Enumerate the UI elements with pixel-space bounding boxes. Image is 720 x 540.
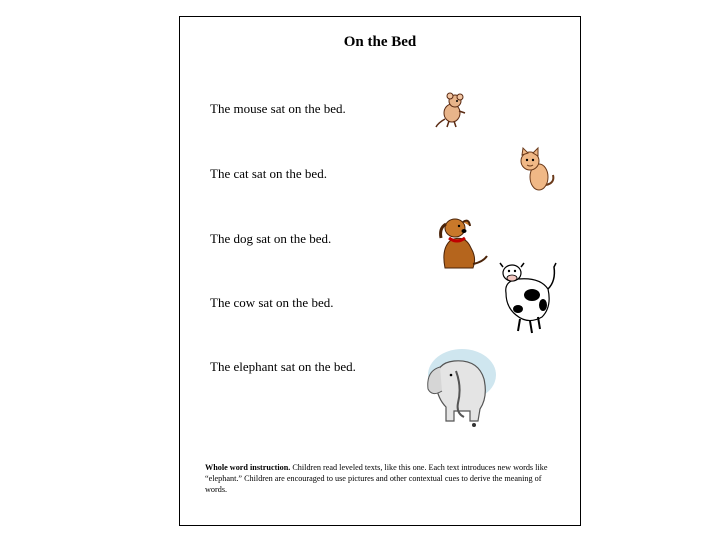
sentence-dog: The dog sat on the bed. [210,231,332,246]
cow-illustration [498,259,564,335]
sentence-elephant: The elephant sat on the bed. [210,359,356,374]
caption-text: Children read leveled texts, like this one. Each text introduces new words like “elephant.” Children are encouraged to use pictures and other contextual cues to derive the meaning of words. [205,463,548,494]
sentence-cow: The cow sat on the bed. [210,295,334,310]
sentence-cat: The cat sat on the bed. [210,166,327,181]
elephant-illustration [418,345,498,431]
document-page [179,16,581,526]
sentence-mouse: The mouse sat on the bed. [210,101,346,116]
mouse-illustration [432,91,476,129]
page-title: On the Bed [343,34,417,50]
dog-illustration [433,212,491,272]
instruction-caption [205,462,565,495]
caption-heading: Whole word instruction. [205,463,291,472]
cat-illustration [513,145,557,193]
